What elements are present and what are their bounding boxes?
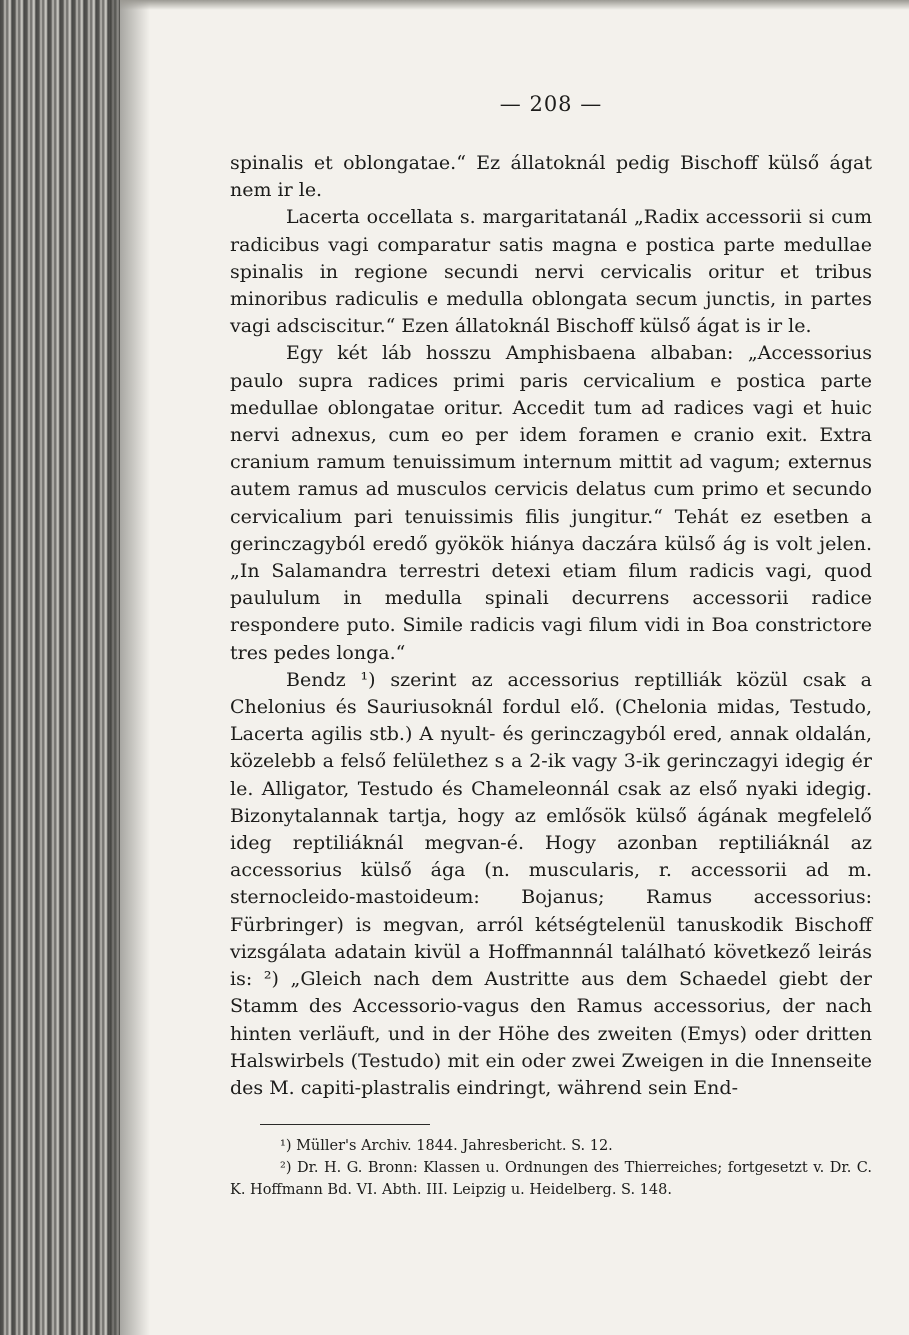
page-number: — 208 — [499,92,603,116]
body-text [230,150,872,1102]
paragraph: Bendz ¹) szerint az accessorius reptilliák közül csak a Chelonius és Sauriusoknál fordul elő. (Chelonia midas, Testudo, Lacerta agilis stb.) A nyult- és gerinczagyból ered, annak oldalán, közelebb a felső felülethez s a 2-ik vagy 3-ik gerinczagyi idegig ér le. Alligator, Testudo és Chameleonnál csak az első nyaki idegig. Bizonytalannak tartja, hogy az emlősök külső ágának megfelelő ideg reptiliáknál megvan-é. Hogy azonban reptiliáknál az accessorius külső ága (n. muscularis, r. accessorii ad m. sternocleido-mastoideum: Bojanus; Ramus accessorius: Fürbringer) is megvan, arról kétségtelenül tanuskodik Bischoff vizsgálata adatain kivül a Hoffmannnál található következő leirás is: ²) „Gleich nach dem Austritte aus dem Schaedel giebt der Stamm des Accessorio-vagus den Ramus accessorius, der nach hinten verläuft, und in der Höhe des zweiten (Emys) oder dritten Halswirbels (Testudo) mit ein oder zwei Zweigen in die Innenseite des M. capiti-plastralis eindringt, während sein End- [230,668,872,1099]
paragraph: spinalis et oblongatae.“ Ez állatoknál pedig Bischoff külső ágat nem ir le. [230,152,872,202]
paragraph: Egy két láb hosszu Amphisbaena albaban: „Accessorius paulo supra radices primi paris cervicalium e postica parte medullae oblongatae oritur. Accedit tum ad radices vagi et huic nervi adnexus, cum eo per idem foramen e cranio exit. Extra cranium ramum tenuissimum internum mittit ad vagum; externus autem ramus ad musculos cervicis delatus cum primo et secundo cervicalium pari tenuissimis filis jungitur.“ Tehát ez esetben a gerinczagyból eredő gyökök hiánya daczára külső ág is volt jelen. „In Salamandra terrestri detexi etiam filum radicis vagi, quod paululum in medulla spinali decurrens accessorii radice respondere puto. Simile radicis vagi filum vidi in Boa constrictore tres pedes longa.“ [230,342,872,664]
book-binding-edge [0,0,120,1335]
page-top-shadow [120,0,909,10]
footnote-divider [260,1124,430,1125]
binding-shadow [110,0,150,1335]
footnote: ¹) Müller's Archiv. 1844. Jahresbericht. S. 12. [280,1138,613,1155]
paragraph: Lacerta occellata s. margaritatanál „Radix accessorii si cum radicibus vagi comparatur satis magna e postica parte medullae spinalis in regione secundi nervi cervicalis oritur et tribus minoribus radiculis e medulla oblongata secum junctis, in partes vagi adsciscitur.“ Ezen állatoknál Bischoff külső ágat is ir le. [230,206,872,338]
text-block [230,92,872,1201]
footnotes [230,1135,872,1201]
footnote: ²) Dr. H. G. Bronn: Klassen u. Ordnungen des Thierreiches; fortgesetzt v. Dr. C. K. Hoffmann Bd. VI. Abth. III. Leipzig u. Heidelberg. S. 148. [230,1160,872,1199]
